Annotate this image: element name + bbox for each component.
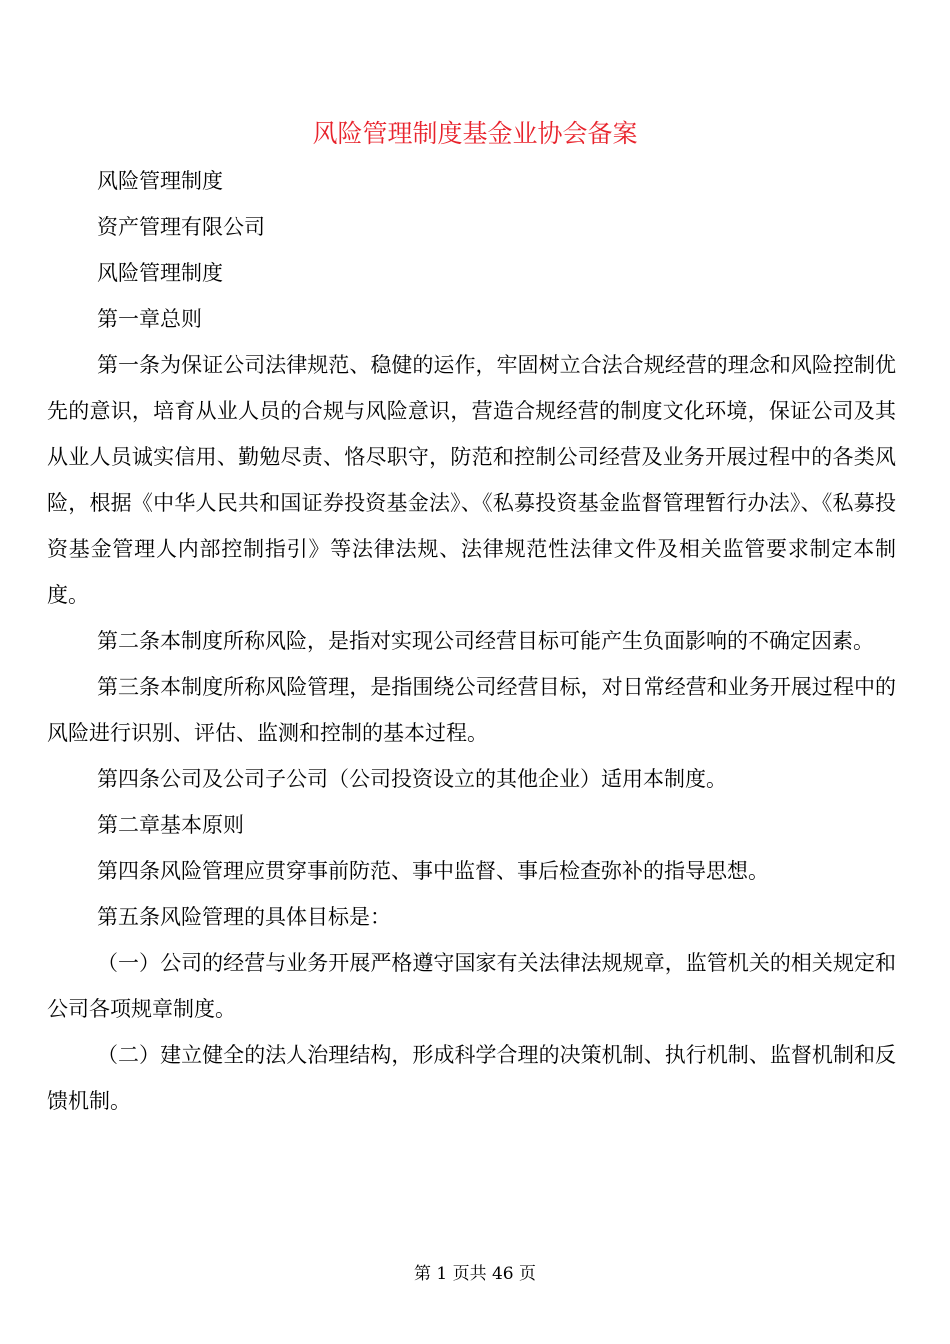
- article-3: 第三条本制度所称风险管理，是指围绕公司经营目标，对日常经营和业务开展过程中的风险进行识别、评估、监测和控制的基本过程。: [47, 675, 896, 745]
- chapter-1-heading: 第一章总则: [97, 307, 202, 331]
- chapter-2-heading: 第二章基本原则: [97, 813, 244, 837]
- document-body: [47, 158, 896, 1124]
- article-4b: 第四条风险管理应贯穿事前防范、事中监督、事后检查弥补的指导思想。: [97, 859, 769, 883]
- article-2: 第二条本制度所称风险，是指对实现公司经营目标可能产生负面影响的不确定因素。: [97, 629, 874, 653]
- paragraph-company: 资产管理有限公司: [97, 215, 265, 239]
- article-4: 第四条公司及公司子公司（公司投资设立的其他企业）适用本制度。: [97, 767, 727, 791]
- paragraph-heading-2: 风险管理制度: [97, 261, 223, 285]
- paragraph-heading-1: 风险管理制度: [97, 169, 223, 193]
- article-5-item-1: （一）公司的经营与业务开展严格遵守国家有关法律法规规章，监管机关的相关规定和公司各项规章制度。: [47, 951, 896, 1021]
- document-title: 风险管理制度基金业协会备案: [312, 119, 638, 148]
- article-5: 第五条风险管理的具体目标是：: [97, 905, 391, 929]
- page-number-footer: 第 1 页共 46 页: [413, 1264, 537, 1284]
- article-1: 第一条为保证公司法律规范、稳健的运作，牢固树立合法合规经营的理念和风险控制优先的意识，培育从业人员的合规与风险意识，营造合规经营的制度文化环境，保证公司及其从业人员诚实信用、勤勉尽责、恪尽职守，防范和控制公司经营及业务开展过程中的各类风险，根据《中华人民共和国证券投资基金法》、《私募投资基金监督管理暂行办法》、《私募投资基金管理人内部控制指引》等法律法规、法律规范性法律文件及相关监管要求制定本制度。: [47, 353, 896, 607]
- article-5-item-2: （二）建立健全的法人治理结构，形成科学合理的决策机制、执行机制、监督机制和反馈机制。: [47, 1043, 896, 1113]
